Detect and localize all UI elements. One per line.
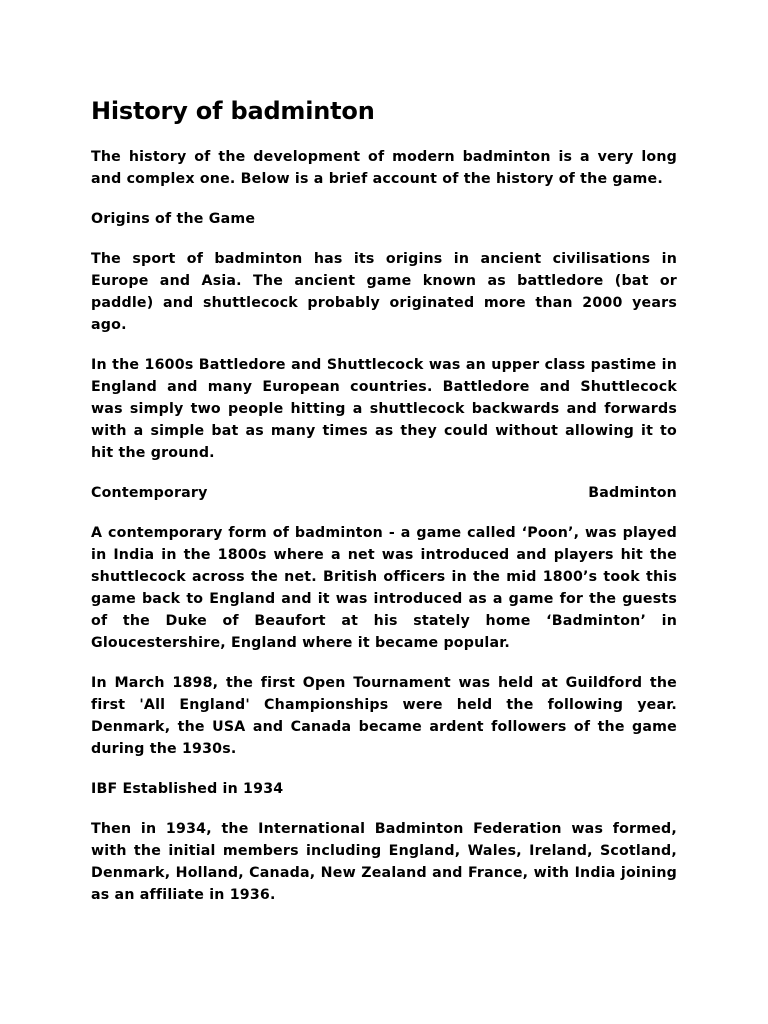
origins-paragraph-2: In the 1600s Battledore and Shuttlecock was an upper class pastime in England and many European countries. Battledore and Shuttlecock was simply two people hitting a shuttlecock backwards and forwards with a simple bat as many times as they could without allowing it to hit the ground. bbox=[91, 357, 677, 461]
page-title: History of badminton bbox=[91, 97, 375, 125]
section-heading-ibf: IBF Established in 1934 bbox=[91, 781, 284, 797]
section-heading-contemporary-right: Badminton bbox=[588, 485, 677, 501]
section-heading-origins: Origins of the Game bbox=[91, 211, 256, 227]
document-page bbox=[91, 96, 677, 924]
section-heading-contemporary-left: Contemporary bbox=[91, 485, 208, 501]
contemporary-paragraph-2: In March 1898, the first Open Tournament was held at Guildford the first 'All England' Championships were held the following year. Denmark, the USA and Canada became ardent followers of the game during the 1930s. bbox=[91, 675, 677, 757]
contemporary-paragraph-1: A contemporary form of badminton - a game called ‘Poon’, was played in India in the 1800s where a net was introduced and players hit the shuttlecock across the net. British officers in the mid 1800’s took this game back to England and it was introduced as a game for the guests of the Duke of Beaufort at his stately home ‘Badminton’ in Gloucestershire, England where it became popular. bbox=[91, 525, 677, 651]
intro-paragraph: The history of the development of modern badminton is a very long and complex one. Below is a brief account of the history of the game. bbox=[91, 149, 677, 187]
section-heading-contemporary bbox=[91, 482, 677, 504]
ibf-paragraph-1: Then in 1934, the International Badminton Federation was formed, with the initial members including England, Wales, Ireland, Scotland, Denmark, Holland, Canada, New Zealand and France, with India joining as an affiliate in 1936. bbox=[91, 821, 677, 903]
origins-paragraph-1: The sport of badminton has its origins in ancient civilisations in Europe and Asia. The ancient game known as battledore (bat or paddle) and shuttlecock probably originated more than 2000 years ago. bbox=[91, 251, 677, 333]
